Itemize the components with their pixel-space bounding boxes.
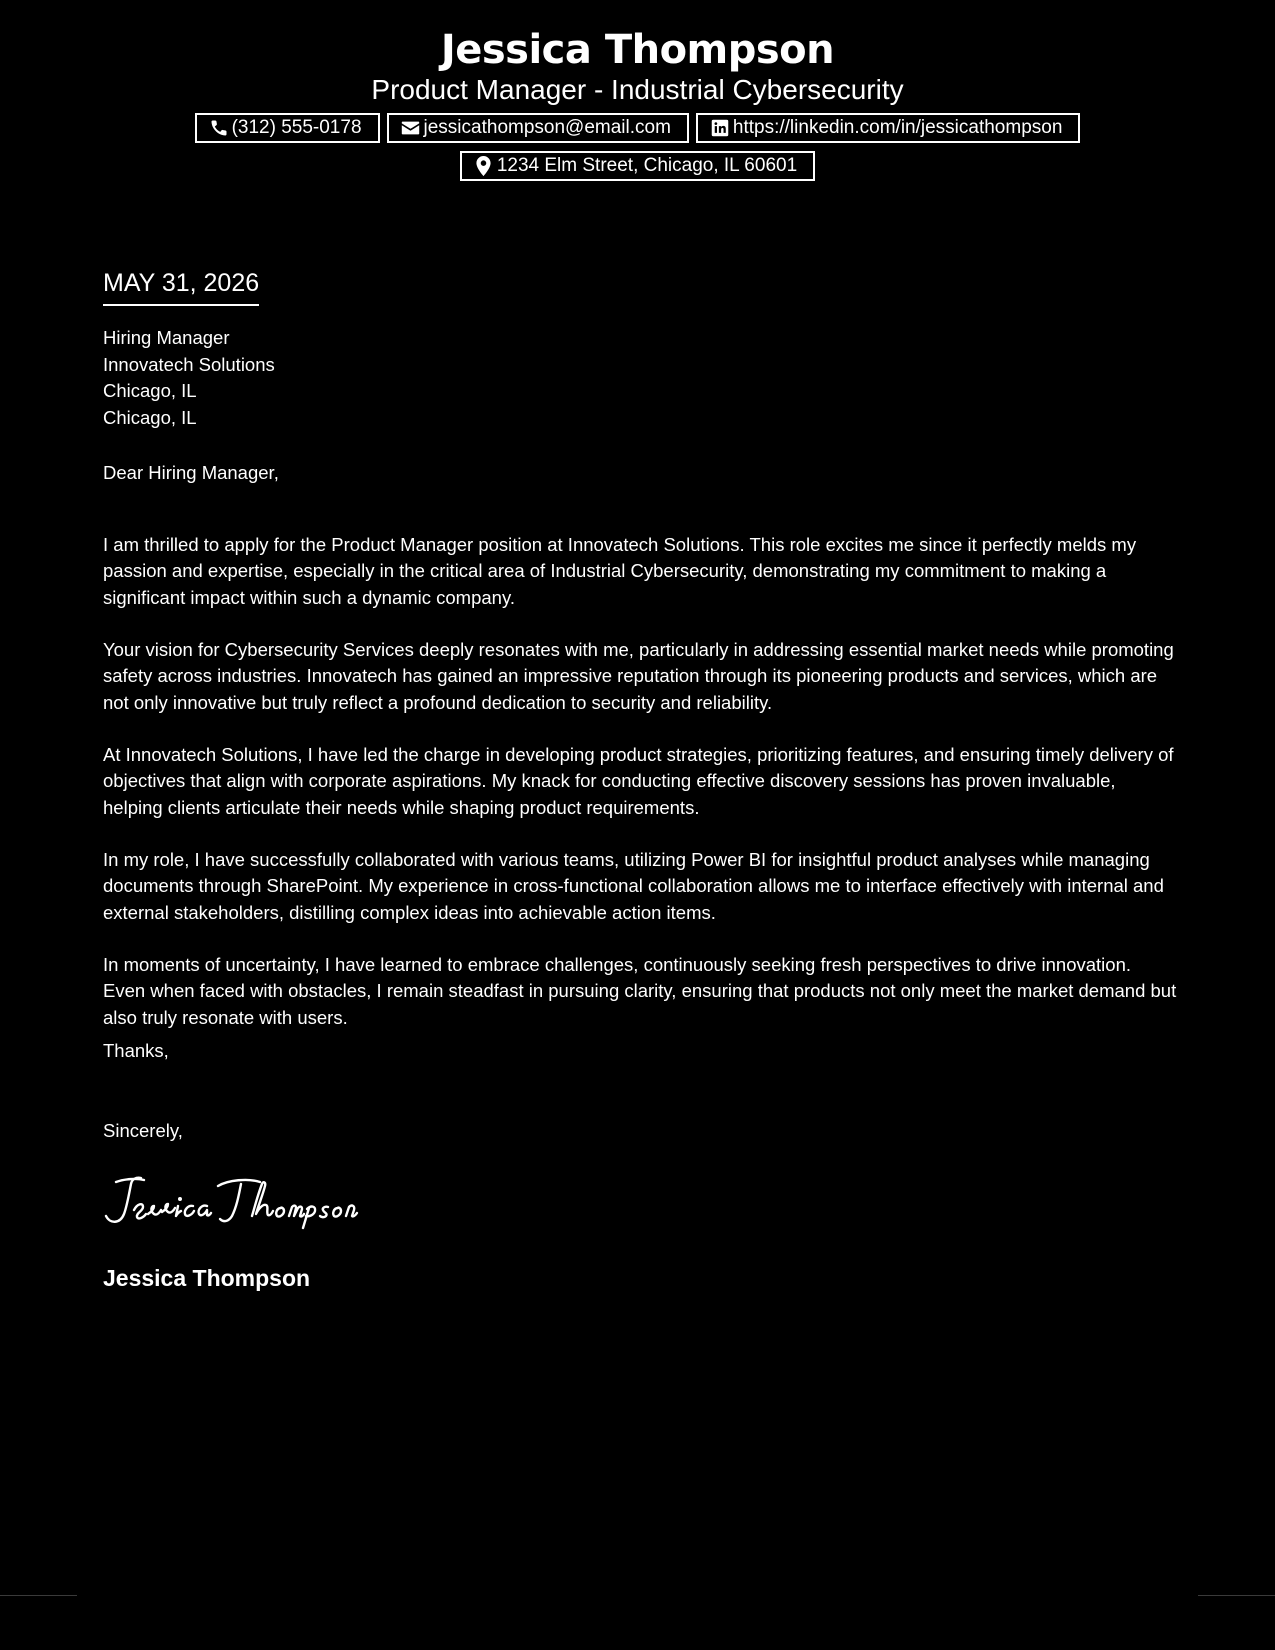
email-chip[interactable] — [387, 113, 689, 143]
address-chip[interactable] — [460, 151, 815, 181]
signed-name: Jessica Thompson — [103, 1265, 311, 1291]
contact-row-address — [0, 151, 1275, 181]
email-text: jessicathompson@email.com — [423, 117, 671, 138]
envelope-icon — [401, 118, 421, 138]
linkedin-chip[interactable] — [696, 113, 1081, 143]
recipient-address — [103, 325, 1178, 431]
phone-text: (312) 555-0178 — [231, 117, 362, 138]
letter-paragraph: At Innovatech Solutions, I have led the charge in developing product strategies, prioritizing features, and ensuring timely delivery of objectives that align with corporate aspirations. My knack for conducting effective discovery sessions has proven invaluable, helping clients articulate their needs while shaping product requirements. — [103, 743, 1174, 818]
contact-row — [0, 113, 1275, 143]
thanks-line: Thanks, — [103, 1040, 169, 1061]
letter-date-block — [103, 266, 259, 306]
salutation: Dear Hiring Manager, — [103, 462, 279, 483]
applicant-title: Product Manager - Industrial Cybersecurity — [371, 74, 904, 105]
recipient-line: Hiring Manager — [103, 327, 230, 348]
phone-chip[interactable] — [195, 113, 380, 143]
linkedin-text: https://linkedin.com/in/jessicathompson — [732, 117, 1063, 138]
linkedin-icon — [710, 118, 730, 138]
letter-paragraph: In moments of uncertainty, I have learned to embrace challenges, continuously seeking fresh perspectives to drive innovation. Even when faced with obstacles, I remain steadfast in pursuing clarity, ensuring that products not only meet the market demand but also truly resonate with users. — [103, 953, 1177, 1028]
map-marker-icon — [474, 156, 494, 176]
footer-divider — [1198, 1595, 1275, 1596]
recipient-line: Chicago, IL — [103, 406, 197, 428]
phone-icon — [209, 118, 229, 138]
letter-paragraph: In my role, I have successfully collaborated with various teams, utilizing Power BI for insightful product analyses while managing documents through SharePoint. My experience in cross-functional collaboration allows me to interface effectively with internal and external stakeholders, distilling complex ideas into achievable action items. — [103, 848, 1164, 923]
letter-paragraph: I am thrilled to apply for the Product Manager position at Innovatech Solutions. This role excites me since it perfectly melds my passion and expertise, especially in the critical area of Industrial Cybersecurity, demonstrating my commitment to making a significant impact within such a dynamic company. — [103, 533, 1137, 608]
letter-paragraph: Your vision for Cybersecurity Services deeply resonates with me, particularly in addressing essential market needs while promoting safety across industries. Innovatech has gained an impressive reputation through its pioneering products and services, which are not only innovative but truly reflect a profound dedication to security and reliability. — [103, 638, 1174, 713]
closing-line: Sincerely, — [103, 1120, 183, 1141]
recipient-line: Chicago, IL — [103, 380, 197, 401]
recipient-line: Innovatech Solutions — [103, 353, 275, 375]
handwritten-signature — [100, 1172, 370, 1236]
applicant-name: Jessica Thompson — [440, 27, 835, 73]
letter-date: MAY 31, 2026 — [103, 266, 259, 306]
address-text: 1234 Elm Street, Chicago, IL 60601 — [496, 155, 798, 176]
footer-divider — [0, 1595, 77, 1596]
